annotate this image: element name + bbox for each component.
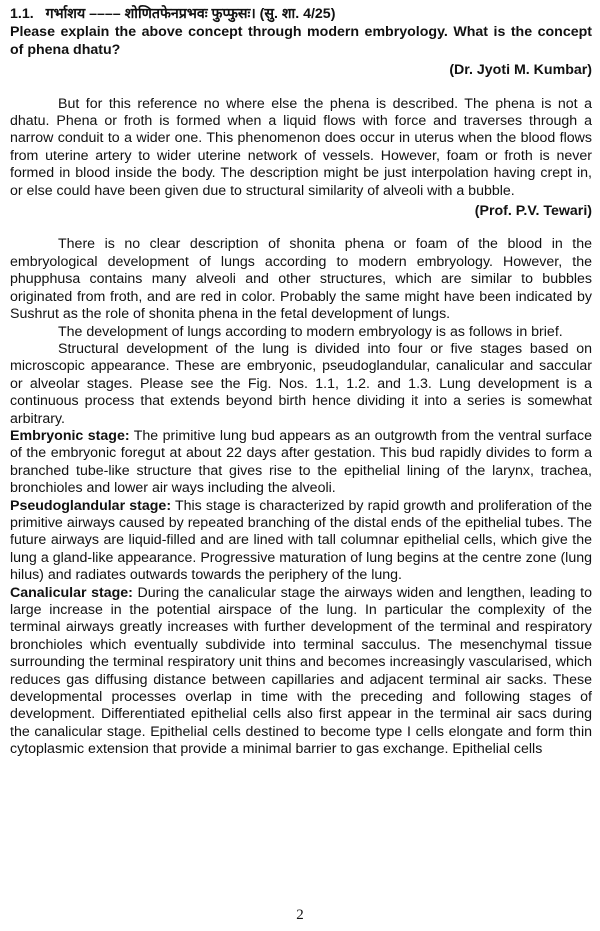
embryonic-stage-label: Embryonic stage: xyxy=(10,427,130,444)
question-text: Please explain the above concept through modern embryology. What is the concept of phena dhatu? xyxy=(10,24,592,58)
author-attribution-2: (Prof. P.V. Tewari) xyxy=(474,203,592,220)
section-number: 1.1. xyxy=(10,6,34,22)
embryonic-stage-paragraph xyxy=(10,428,592,498)
embryonic-stage-text: The primitive lung bud appears as an outgrowth from the ventral surface of the embryonic foregut at about 22 days after gestation. This bud rapidly divides to form a branched tube-like structure that gives rise to the epithelial lining of the larynx, trachea, bronchioles and lower air ways including the alveoli. xyxy=(10,427,592,497)
answer-paragraph-4: Structural development of the lung is divided into four or five stages based on microscopic appearance. These are embryonic, pseudoglandular, canalicular and saccular or alveolar stages. Please see the Fig. Nos. 1.1, 1.2. and 1.3. Lung development is a continuous process that extends beyond birth hence dividing it into a series is somewhat arbitrary. xyxy=(10,340,592,427)
canalicular-stage-paragraph xyxy=(10,585,592,759)
author-attribution-1: (Dr. Jyoti M. Kumbar) xyxy=(449,62,592,79)
canalicular-stage-label: Canalicular stage: xyxy=(10,584,133,601)
section-heading xyxy=(10,6,592,23)
pseudoglandular-stage-text: This stage is characterized by rapid growth and proliferation of the primitive airways caused by repeated branching of the distal ends of the epithelial tubes. The future airways are liquid-filled and are lined with tall columnar epithelial cells, which give the lung a gland-like appearance. Progressive maturation of lung begins at the centre zone (lung hilus) and radiates outwards towards the periphery of the lung. xyxy=(10,497,592,584)
answer-paragraph-2: There is no clear description of shonita phena or foam of the blood in the embryological development of lungs according to modern embryology. However, the phupphusa contains many alveoli and other structures, which are similar to bubbles originated from froth, and are red in color. Probably the same might have been indicated by Sushrut as the role of shonita phena in the fetal development of lungs. xyxy=(10,236,592,323)
pseudoglandular-stage-paragraph xyxy=(10,498,592,585)
canalicular-stage-text: During the canalicular stage the airways widen and lengthen, leading to large increase in the potential airspace of the lung. In particular the complexity of the terminal airways greatly increases with further development of the terminal and respiratory bronchioles which eventually subdivide into terminal sacculus. The mesenchymal tissue surrounding the terminal respiratory unit thins and becomes increasingly vascularised, which reduces gas diffusing distance between capillaries and adjacent terminal air sacks. These developmental processes overlap in time with the preceding and following stages of development. Differentiated epithelial cells also first appear in the terminal air sacs during the canalicular stage. Epithelial cells destined to become type I cells elongate and form thin cytoplasmic extension that provide a minimal barrier to gas exchange. Epithelial cells xyxy=(10,584,593,758)
answer-paragraph-3: The development of lungs according to modern embryology is as follows in brief. xyxy=(58,323,563,340)
page-number: 2 xyxy=(296,907,304,923)
pseudoglandular-stage-label: Pseudoglandular stage: xyxy=(10,497,172,514)
sanskrit-verse: गर्भाशय –––– शोणितफेनप्रभवः फुप्फुसः। (सु. शा. 4/25) xyxy=(45,6,336,22)
answer-paragraph-1: But for this reference no where else the phena is described. The phena is not a dhatu. Phena or froth is formed when a liquid flows with force and traverses through a narrow conduit to a wider one. This phenomenon does occur in uterus when the blood flows from uterine artery to wider uterine network of vessels. However, foam or froth is never formed in blood inside the body. The description might be just interpolation having crept in, or else could have been given due to structural similarity of alveoli with a bubble. xyxy=(10,95,592,199)
